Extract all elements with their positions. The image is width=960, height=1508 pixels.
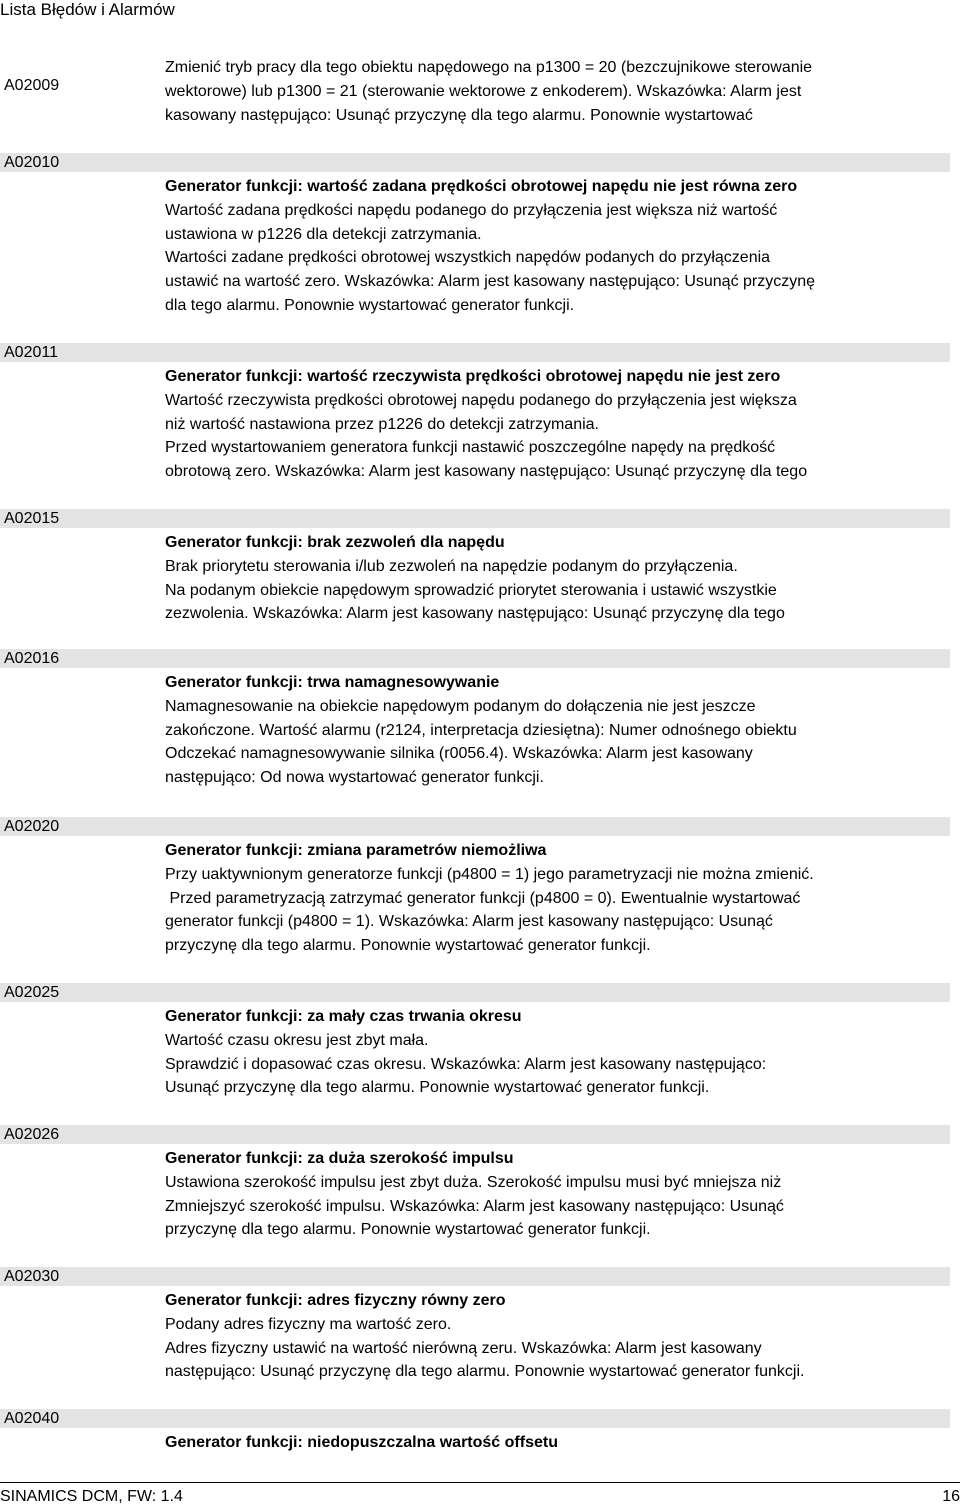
page-title: Lista Błędów i Alarmów	[0, 0, 175, 19]
alarm-text-line: zakończone. Wartość alarmu (r2124, interpretacja dziesiętna): Numer odnośnego obiektu	[165, 721, 797, 739]
alarm-code: A02009	[4, 77, 60, 94]
alarm-text-line: Wartość czasu okresu jest zbyt mała.	[165, 1031, 429, 1049]
alarm-header-band	[0, 817, 950, 836]
alarm-text-line: generator funkcji (p4800 = 1). Wskazówka: Alarm jest kasowany następująco: Usunąć	[165, 913, 773, 931]
alarm-text-line: Na podanym obiekcie napędowym sprowadzić priorytet sterowania i ustawić wszystkie	[165, 581, 777, 599]
alarm-text-line: obrotową zero. Wskazówka: Alarm jest kasowany następująco: Usunąć przyczynę dla tego	[165, 463, 808, 481]
alarm-text-line: Wartość rzeczywista prędkości obrotowej napędu podanego do przyłączenia jest większa	[165, 391, 797, 409]
alarm-text-line: niż wartość nastawiona przez p1226 do detekcji zatrzymania.	[165, 415, 599, 433]
alarm-header-band	[0, 649, 950, 668]
alarm-description	[165, 1005, 950, 1100]
alarm-text-line: Przed wystartowaniem generatora funkcji nastawić poszczególne napędy na prędkość	[165, 439, 776, 457]
alarm-text-line: Zmniejszyć szerokość impulsu. Wskazówka: Alarm jest kasowany następująco: Usunąć	[165, 1197, 784, 1215]
alarm-code: A02011	[4, 344, 58, 361]
alarm-description	[165, 1289, 950, 1384]
alarm-code: A02026	[4, 1126, 60, 1143]
alarm-text-line: Wartość zadana prędkości napędu podanego do przyłączenia jest większa niż wartość	[165, 201, 778, 219]
alarm-text-line: Adres fizyczny ustawić na wartość nierówną zeru. Wskazówka: Alarm jest kasowany	[165, 1339, 762, 1357]
alarm-title: Generator funkcji: za duża szerokość impulsu	[165, 1150, 514, 1167]
alarm-text-line: Podany adres fizyczny ma wartość zero.	[165, 1315, 452, 1333]
alarm-title: Generator funkcji: zmiana parametrów niemożliwa	[165, 842, 547, 859]
alarm-description	[165, 839, 950, 958]
alarm-text-line: dla tego alarmu. Ponownie wystartować generator funkcji.	[165, 296, 575, 314]
alarm-text-line: Namagnesowanie na obiekcie napędowym podanym do dołączenia nie jest jeszcze	[165, 697, 756, 715]
alarm-code: A02010	[4, 154, 60, 171]
alarm-header-band	[0, 1409, 950, 1428]
alarm-description	[165, 1147, 950, 1242]
footer-product-version: SINAMICS DCM, FW: 1.4	[0, 1488, 183, 1505]
alarm-code: A02015	[4, 510, 60, 527]
alarm-text-line: Przed parametryzacją zatrzymać generator funkcji (p4800 = 0). Ewentualnie wystartować	[165, 889, 801, 907]
alarm-text-line: kasowany następująco: Usunąć przyczynę dla tego alarmu. Ponownie wystartować	[165, 106, 753, 124]
alarm-code: A02025	[4, 984, 60, 1001]
alarm-text-line: zezwolenia. Wskazówka: Alarm jest kasowany następująco: Usunąć przyczynę dla tego	[165, 605, 785, 623]
alarm-text-line: ustawiona w p1226 dla detekcji zatrzymania.	[165, 225, 482, 243]
alarm-header-band	[0, 1267, 950, 1286]
alarm-title: Generator funkcji: trwa namagnesowywanie	[165, 674, 500, 691]
alarm-header-band	[0, 343, 950, 362]
alarm-header-band	[0, 1125, 950, 1144]
alarm-text-line: Wartości zadane prędkości obrotowej wszystkich napędów podanych do przyłączenia	[165, 249, 771, 267]
alarm-description	[165, 175, 950, 318]
alarm-code: A02040	[4, 1410, 60, 1427]
alarm-text-line: następująco: Usunąć przyczynę dla tego alarmu. Ponownie wystartować generator funkcji.	[165, 1363, 805, 1381]
alarm-text-line: przyczynę dla tego alarmu. Ponownie wystartować generator funkcji.	[165, 1221, 651, 1239]
alarm-title: Generator funkcji: wartość rzeczywista prędkości obrotowej napędu nie jest zero	[165, 368, 781, 385]
alarm-code: A02020	[4, 818, 60, 835]
alarm-text-line: Odczekać namagnesowywanie silnika (r0056.4). Wskazówka: Alarm jest kasowany	[165, 745, 753, 763]
alarm-description	[165, 671, 950, 790]
alarm-description	[165, 56, 950, 127]
alarm-description	[165, 531, 950, 626]
alarm-text-line: Ustawiona szerokość impulsu jest zbyt duża. Szerokość impulsu musi być mniejsza niż	[165, 1173, 782, 1191]
alarm-text-line: Sprawdzić i dopasować czas okresu. Wskazówka: Alarm jest kasowany następująco:	[165, 1055, 767, 1073]
alarm-title: Generator funkcji: brak zezwoleń dla napędu	[165, 534, 505, 551]
alarm-text-line: wektorowe) lub p1300 = 21 (sterowanie wektorowe z enkoderem). Wskazówka: Alarm jest	[165, 82, 802, 100]
footer-divider	[0, 1482, 960, 1483]
alarm-text-line: Zmienić tryb pracy dla tego obiektu napędowego na p1300 = 20 (bezczujnikowe sterowanie	[165, 59, 813, 76]
alarm-text-line: ustawić na wartość zero. Wskazówka: Alarm jest kasowany następująco: Usunąć przyczynę	[165, 273, 816, 291]
alarm-text-line: Usunąć przyczynę dla tego alarmu. Ponownie wystartować generator funkcji.	[165, 1079, 710, 1097]
alarm-header-band	[0, 153, 950, 172]
alarm-title: Generator funkcji: niedopuszczalna wartość offsetu	[165, 1434, 558, 1451]
alarm-text-line: Przy uaktywnionym generatorze funkcji (p4800 = 1) jego parametryzacji nie można zmienić.	[165, 865, 814, 883]
alarm-code: A02016	[4, 650, 60, 667]
alarm-header-band	[0, 983, 950, 1002]
alarm-header-band	[0, 509, 950, 528]
alarm-text-line: przyczynę dla tego alarmu. Ponownie wystartować generator funkcji.	[165, 937, 651, 955]
alarm-title: Generator funkcji: wartość zadana prędkości obrotowej napędu nie jest równa zero	[165, 178, 798, 195]
alarm-text-line: Brak priorytetu sterowania i/lub zezwoleń na napędzie podanym do przyłączenia.	[165, 557, 738, 575]
alarm-description	[165, 1431, 950, 1455]
footer-page-number: 16	[942, 1488, 960, 1505]
alarm-description	[165, 365, 950, 484]
alarm-code: A02030	[4, 1268, 60, 1285]
alarm-title: Generator funkcji: adres fizyczny równy zero	[165, 1292, 506, 1309]
alarm-title: Generator funkcji: za mały czas trwania okresu	[165, 1008, 522, 1025]
alarm-text-line: następująco: Od nowa wystartować generator funkcji.	[165, 769, 544, 787]
